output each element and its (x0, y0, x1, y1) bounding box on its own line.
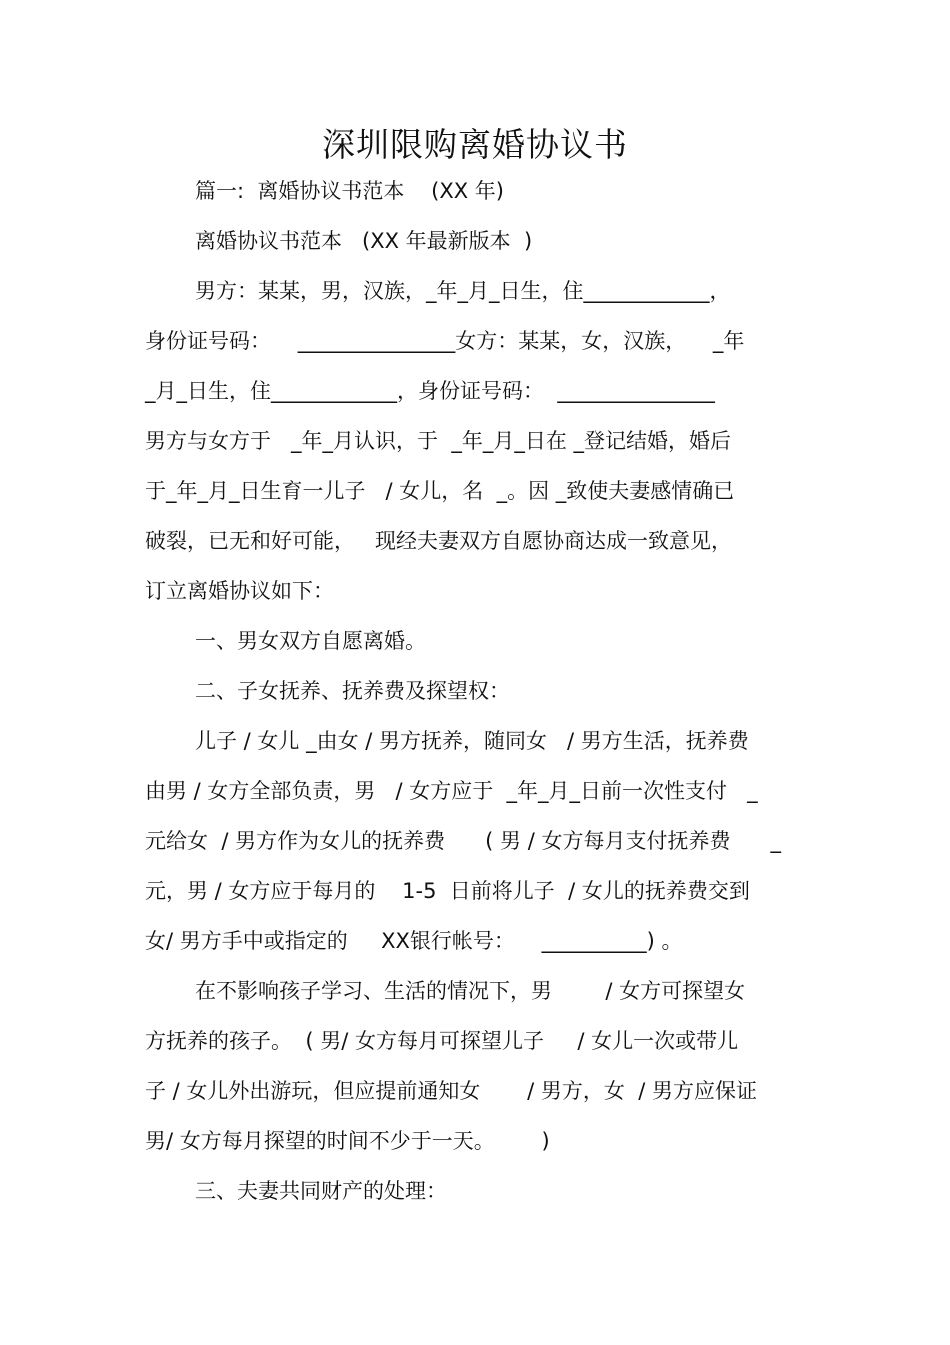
paragraph-line: 于_年_月_日生育一儿子 / 女儿，名 _。因 _致使夫妻感情确已 (145, 479, 735, 503)
paragraph-line: 男方与女方于 _年_月认识，于 _年_月_日在 _登记结婚，婚后 (145, 429, 732, 453)
paragraph-line: 方抚养的孩子。 ( 男/ 女方每月可探望儿子 / 女儿一次或带儿 (145, 1029, 739, 1053)
paragraph-line: 元，男 / 女方应于每月的 1-5 日前将儿子 / 女儿的抚养费交到 (145, 879, 750, 903)
paragraph-line: _月_日生，住____________，身份证号码： _______________ (145, 379, 715, 403)
paragraph-line: 破裂，已无和好可能， 现经夫妻双方自愿协商达成一致意见， (145, 529, 733, 553)
paragraph-line: 儿子 / 女儿 _由女 / 男方抚养，随同女 / 男方生活，抚养费 (195, 729, 749, 753)
paragraph-line: 订立离婚协议如下： (145, 579, 334, 603)
paragraph-line: 女/ 男方手中或指定的 XX银行帐号： __________) 。 (145, 929, 683, 953)
paragraph-line: 身份证号码： _______________女方：某某，女，汉族， _年 (145, 329, 745, 353)
template-subtitle: 离婚协议书范本 (XX 年最新版本 ) (195, 229, 533, 253)
clause-one-heading: 一、男女双方自愿离婚。 (195, 629, 426, 653)
document-title: 深圳限购离婚协议书 (322, 125, 628, 164)
paragraph-line: 子 / 女儿外出游玩，但应提前通知女 / 男方，女 / 男方应保证 (145, 1079, 758, 1103)
paragraph-line: 男/ 女方每月探望的时间不少于一天。 ) (145, 1129, 550, 1153)
paragraph-line: 在不影响孩子学习、生活的情况下，男 / 女方可探望女 (195, 979, 746, 1003)
paragraph-line: 元给女 / 男方作为女儿的抚养费 ( 男 / 女方每月支付抚养费 _ (145, 829, 781, 853)
clause-two-heading: 二、子女抚养、抚养费及探望权： (195, 679, 510, 703)
paragraph-line: 由男 / 女方全部负责，男 / 女方应于 _年_月_日前一次性支付 _ (145, 779, 758, 803)
section-heading-chapter-one: 篇一: 离婚协议书范本 (XX 年) (195, 179, 504, 203)
clause-three-heading: 三、夫妻共同财产的处理： (195, 1179, 447, 1203)
paragraph-line: 男方：某某，男，汉族，_年_月_日生，住____________， (195, 279, 731, 303)
